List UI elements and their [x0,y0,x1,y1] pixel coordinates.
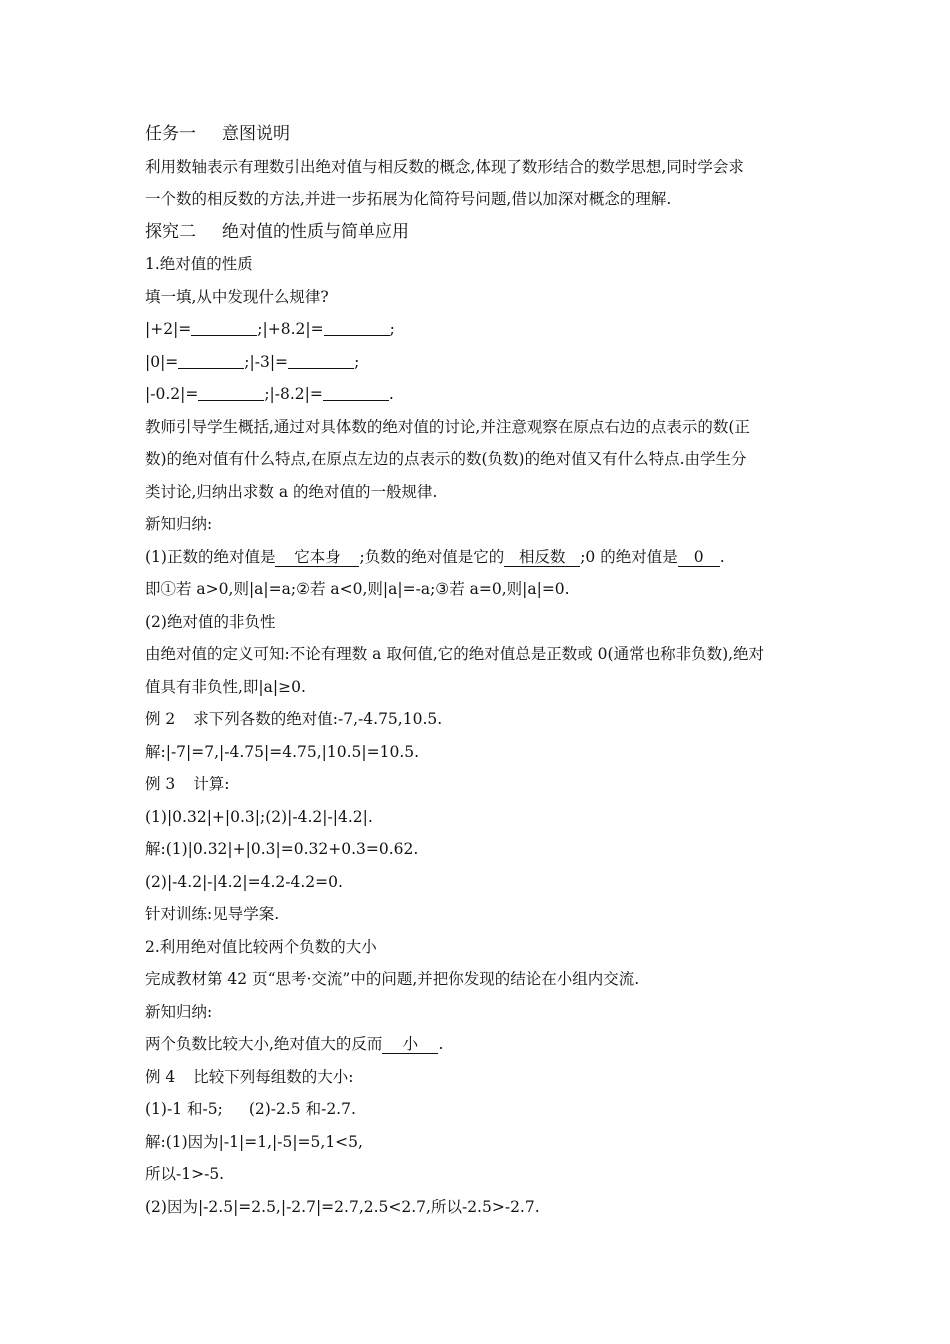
example-2 [145,703,810,736]
section-heading-explore2 [145,216,810,249]
fill-prompt: 填一填,从中发现什么规律? [145,287,329,306]
rule-text: (1)正数的绝对值是 [145,547,276,566]
practice-note: 针对训练:见导学案. [145,905,280,923]
task1-title: 意图说明 [222,124,290,144]
answer-blank: 0 [678,548,720,567]
rule-text: 两个负数比较大小,绝对值大的反而 [145,1035,383,1053]
example-4-solution-1: 解:(1)因为|-1|=1,|-5|=5,1<5, [145,1132,363,1151]
fill-text: ;|-3|= [244,352,289,371]
guide-line-2: 数)的绝对值有什么特点,在原点左边的点表示的数(负数)的绝对值又有什么特点.由学生分 [145,450,747,468]
intro-line-1: 利用数轴表示有理数引出绝对值与相反数的概念,体现了数形结合的数学思想,同时学会求 [145,157,744,176]
example-label: 例 3 [145,775,176,793]
abs-rule-line [145,541,810,574]
fill-blank[interactable] [288,350,354,369]
example-4-question-2: (2)-2.5 和-2.7. [248,1100,356,1118]
example-text: 计算: [193,775,230,793]
rule-text: ;0 的绝对值是 [580,547,678,566]
nonneg-title: (2)绝对值的非负性 [145,612,276,631]
answer-blank: 相反数 [504,548,580,567]
example-text: 求下列各数的绝对值:-7,-4.75,10.5. [193,710,443,728]
example-label: 例 2 [145,710,176,728]
nonneg-line-2: 值具有非负性,即|a|≥0. [145,677,306,696]
answer-blank: 小 [382,1035,438,1054]
part1-title: 1.绝对值的性质 [145,255,253,273]
fill-text: |+2|= [145,320,192,338]
explore2-title: 绝对值的性质与简单应用 [222,221,409,242]
example-label: 例 4 [145,1067,176,1086]
section-heading-task1 [145,118,810,151]
guide-line-1: 教师引导学生概括,通过对具体数的绝对值的讨论,并注意观察在原点右边的点表示的数(正 [145,417,750,436]
example-3-solution-2: (2)|-4.2|-|4.2|=4.2-4.2=0. [145,872,343,891]
rule-text: ;负数的绝对值是它的 [359,547,505,566]
example-4 [145,1061,810,1094]
fill-end: ; [389,320,395,338]
rule-formula: 即①若 a>0,则|a|=a;②若 a<0,则|a|=-a;③若 a=0,则|a|=0. [145,580,570,598]
example-4-solution-2: 所以-1>-5. [145,1165,225,1183]
fill-end: . [388,385,394,403]
intro-line-2: 一个数的相反数的方法,并进一步拓展为化简符号问题,借以加深对概念的理解. [145,190,672,208]
guide-line-3: 类讨论,归纳出求数 a 的绝对值的一般规律. [145,482,438,501]
summary-label-2: 新知归纳: [145,1002,213,1021]
fill-text: |0|= [145,352,179,371]
example-4-solution-3: (2)因为|-2.5|=2.5,|-2.7|=2.7,2.5<2.7,所以-2.5>-2.7. [145,1197,540,1216]
fill-row-1 [145,313,810,346]
fill-text: ;|-8.2|= [264,385,323,403]
summary-label: 新知归纳: [145,515,213,533]
task1-label: 任务一 [145,124,196,144]
example-4-question-1: (1)-1 和-5; [145,1100,223,1118]
nonneg-line-1: 由绝对值的定义可知:不论有理数 a 取何值,它的绝对值总是正数或 0(通常也称非负数),绝对 [145,645,765,663]
example-2-solution: 解:|-7|=7,|-4.75|=4.75,|10.5|=10.5. [145,742,420,761]
fill-text: ;|+8.2|= [257,320,324,338]
example-3 [145,768,810,801]
example-text: 比较下列每组数的大小: [193,1067,354,1086]
document-page [145,118,810,1223]
fill-row-2 [145,346,810,379]
fill-end: ; [354,352,360,371]
fill-blank[interactable] [178,350,244,369]
example-4-questions [145,1093,810,1126]
fill-blank[interactable] [191,317,257,336]
example-3-solution-1: 解:(1)|0.32|+|0.3|=0.32+0.3=0.62. [145,840,419,858]
example-3-question: (1)|0.32|+|0.3|;(2)|-4.2|-|4.2|. [145,807,373,826]
part2-task: 完成教材第 42 页“思考·交流”中的问题,并把你发现的结论在小组内交流. [145,970,640,988]
rule-text: . [719,547,725,566]
fill-blank[interactable] [198,382,264,401]
negative-compare-rule [145,1028,810,1061]
fill-blank[interactable] [324,317,390,336]
fill-blank[interactable] [323,382,389,401]
fill-text: |-0.2|= [145,385,199,403]
answer-blank: 它本身 [275,548,359,567]
explore2-label: 探究二 [145,221,196,242]
rule-text: . [438,1035,444,1053]
part2-title: 2.利用绝对值比较两个负数的大小 [145,937,377,956]
fill-row-3 [145,378,810,411]
